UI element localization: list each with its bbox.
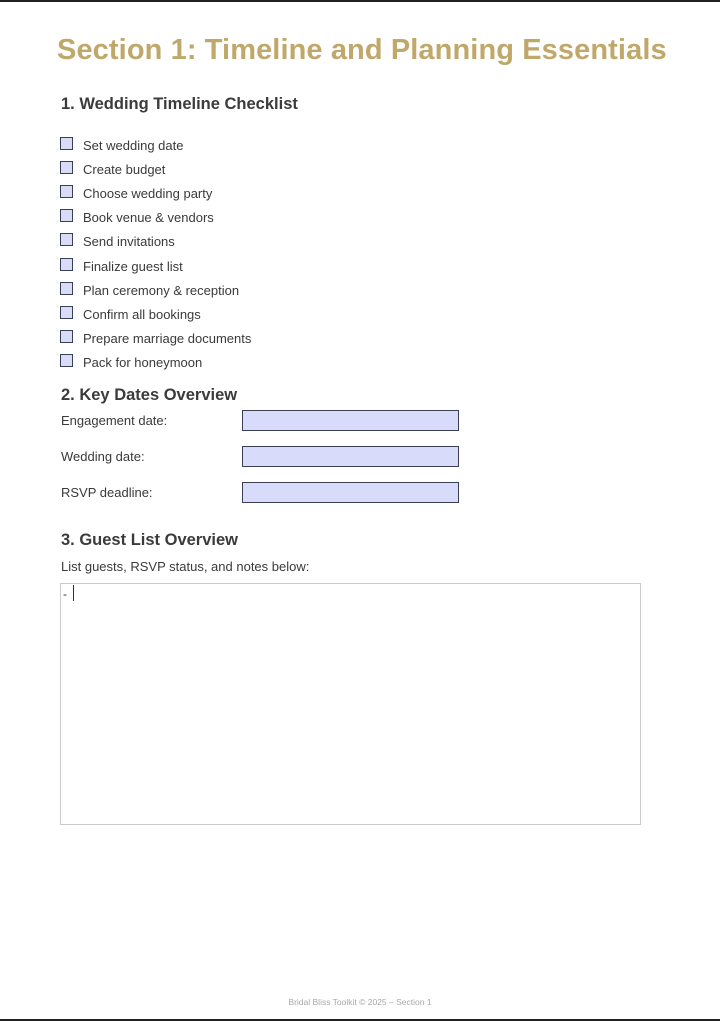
wedding-date-label: Wedding date:: [61, 449, 145, 464]
wedding-date-field[interactable]: [242, 446, 459, 467]
page-title: Section 1: Timeline and Planning Essentials: [57, 34, 667, 66]
checklist-item[interactable]: [60, 157, 251, 181]
checkbox[interactable]: [60, 161, 73, 174]
page-footer: Bridal Bliss Toolkit © 2025 – Section 1: [288, 997, 432, 1007]
checklist-item[interactable]: [60, 230, 251, 254]
checkbox[interactable]: [60, 209, 73, 222]
rsvp-deadline-field[interactable]: [242, 482, 459, 503]
top-border: [0, 0, 720, 2]
guest-list-instructions: List guests, RSVP status, and notes below:: [61, 559, 310, 574]
checklist-item-label: Plan ceremony & reception: [83, 282, 240, 298]
checklist-item-label: Finalize guest list: [83, 258, 183, 274]
checklist-item[interactable]: [60, 254, 251, 278]
checklist-item[interactable]: [60, 278, 251, 302]
checklist-heading: 1. Wedding Timeline Checklist: [61, 95, 298, 113]
checklist-item-label: Pack for honeymoon: [83, 355, 203, 371]
guest-list-heading: 3. Guest List Overview: [61, 531, 238, 549]
checkbox[interactable]: [60, 185, 73, 198]
checklist-item[interactable]: [60, 181, 251, 205]
key-dates-heading: 2. Key Dates Overview: [61, 386, 238, 404]
text-cursor: [73, 585, 74, 601]
checkbox[interactable]: [60, 258, 73, 271]
wedding-date-row: [61, 446, 461, 468]
checklist-item[interactable]: [60, 302, 251, 326]
engagement-date-label: Engagement date:: [61, 413, 168, 428]
checkbox[interactable]: [60, 233, 73, 246]
checklist-item-label: Set wedding date: [83, 137, 184, 153]
checklist-item-label: Book venue & vendors: [83, 210, 214, 226]
rsvp-deadline-label: RSVP deadline:: [61, 485, 153, 500]
engagement-date-field[interactable]: [242, 410, 459, 431]
checkbox[interactable]: [60, 330, 73, 343]
checkbox[interactable]: [60, 354, 73, 367]
checklist-item-label: Create budget: [83, 161, 166, 177]
checkbox[interactable]: [60, 306, 73, 319]
checklist-item[interactable]: [60, 351, 251, 375]
guest-notes-value: -: [63, 587, 71, 601]
checklist-item-label: Prepare marriage documents: [83, 331, 252, 347]
engagement-date-row: [61, 410, 461, 432]
checklist-item-label: Choose wedding party: [83, 185, 213, 201]
guest-notes-textarea[interactable]: [60, 583, 641, 825]
timeline-checklist: [60, 133, 251, 375]
checklist-item[interactable]: [60, 133, 251, 157]
checklist-item-label: Send invitations: [83, 234, 175, 250]
checklist-item[interactable]: [60, 206, 251, 230]
checklist-item-label: Confirm all bookings: [83, 306, 201, 322]
rsvp-deadline-row: [61, 482, 461, 504]
checkbox[interactable]: [60, 282, 73, 295]
checkbox[interactable]: [60, 137, 73, 150]
checklist-item[interactable]: [60, 327, 251, 351]
